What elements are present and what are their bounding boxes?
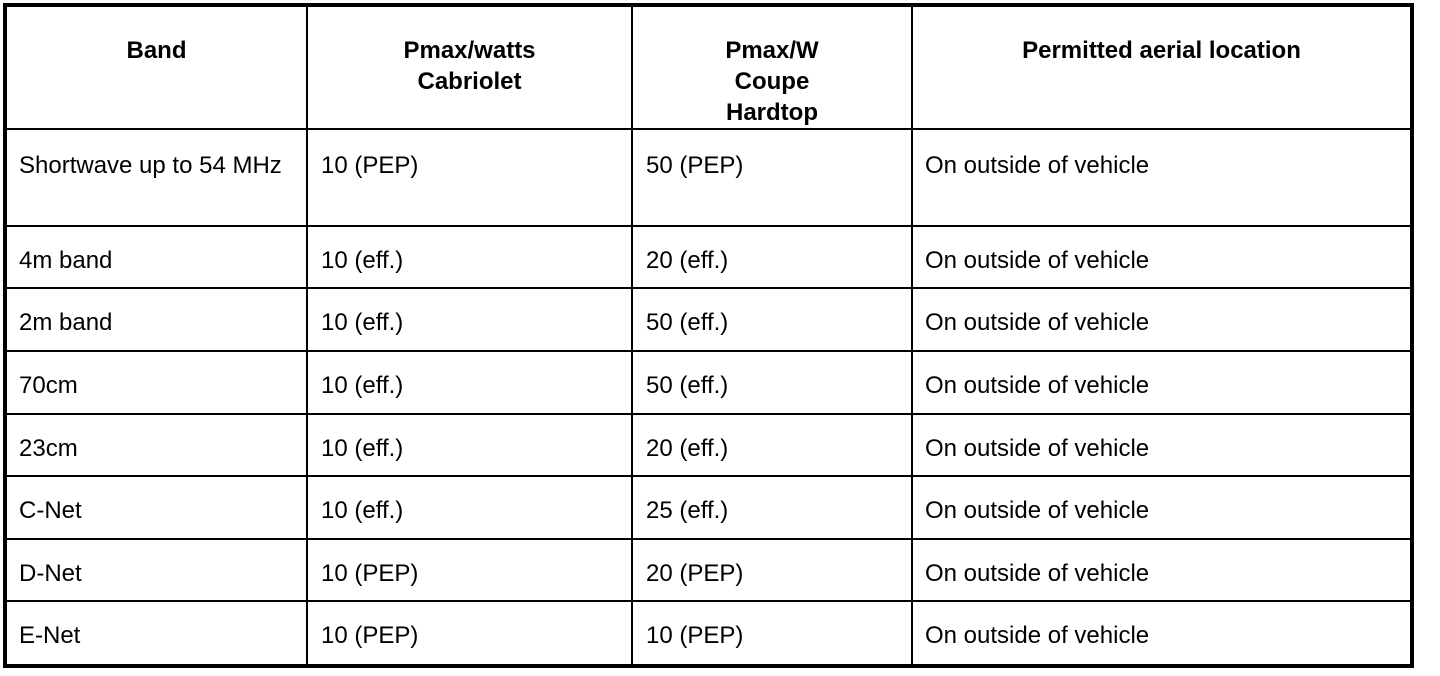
cell-band: 23cm: [7, 414, 307, 477]
header-pmax-cabriolet: [307, 7, 632, 129]
cell-aerial-location: On outside of vehicle: [912, 539, 1410, 602]
header-pmax-coupe-hardtop: [632, 7, 912, 129]
cell-pmax-coupe-hardtop: 20 (PEP): [632, 539, 912, 602]
cell-pmax-coupe-hardtop: 50 (eff.): [632, 288, 912, 351]
cell-band: 70cm: [7, 351, 307, 414]
table-row: [7, 129, 1410, 226]
header-aerial-location: [912, 7, 1410, 129]
cell-pmax-coupe-hardtop: 25 (eff.): [632, 476, 912, 539]
cell-band: Shortwave up to 54 MHz: [7, 129, 307, 226]
cell-aerial-location: On outside of vehicle: [912, 226, 1410, 289]
table-row: [7, 351, 1410, 414]
cell-band: C-Net: [7, 476, 307, 539]
header-line: Band: [126, 37, 187, 64]
header-line: Coupe: [734, 68, 810, 95]
cell-pmax-cabriolet: 10 (PEP): [307, 129, 632, 226]
header-band: [7, 7, 307, 129]
header-line: Pmax/watts: [403, 37, 536, 64]
table-row: [7, 476, 1410, 539]
cell-band: 4m band: [7, 226, 307, 289]
header-line: Pmax/W: [725, 37, 819, 64]
cell-pmax-cabriolet: 10 (PEP): [307, 539, 632, 602]
cell-pmax-coupe-hardtop: 50 (eff.): [632, 351, 912, 414]
cell-pmax-cabriolet: 10 (eff.): [307, 414, 632, 477]
cell-aerial-location: On outside of vehicle: [912, 476, 1410, 539]
cell-aerial-location: On outside of vehicle: [912, 129, 1410, 226]
cell-band: E-Net: [7, 601, 307, 664]
table-row: [7, 601, 1410, 664]
table-row: [7, 539, 1410, 602]
cell-pmax-coupe-hardtop: 20 (eff.): [632, 226, 912, 289]
cell-pmax-coupe-hardtop: 10 (PEP): [632, 601, 912, 664]
table-row: [7, 226, 1410, 289]
cell-pmax-cabriolet: 10 (eff.): [307, 476, 632, 539]
table-header-row: [7, 7, 1410, 129]
cell-pmax-coupe-hardtop: 50 (PEP): [632, 129, 912, 226]
header-line: Permitted aerial location: [1022, 37, 1301, 64]
cell-aerial-location: On outside of vehicle: [912, 351, 1410, 414]
cell-pmax-cabriolet: 10 (eff.): [307, 351, 632, 414]
table-row: [7, 288, 1410, 351]
cell-aerial-location: On outside of vehicle: [912, 601, 1410, 664]
table-row: [7, 414, 1410, 477]
cell-aerial-location: On outside of vehicle: [912, 288, 1410, 351]
header-line: Hardtop: [726, 99, 818, 126]
cell-pmax-cabriolet: 10 (eff.): [307, 288, 632, 351]
cell-aerial-location: On outside of vehicle: [912, 414, 1410, 477]
aerial-power-table: [7, 7, 1410, 664]
cell-pmax-cabriolet: 10 (eff.): [307, 226, 632, 289]
cell-pmax-cabriolet: 10 (PEP): [307, 601, 632, 664]
cell-pmax-coupe-hardtop: 20 (eff.): [632, 414, 912, 477]
header-line: Cabriolet: [417, 68, 522, 95]
cell-band: D-Net: [7, 539, 307, 602]
aerial-power-table-container: [3, 3, 1414, 668]
cell-band: 2m band: [7, 288, 307, 351]
